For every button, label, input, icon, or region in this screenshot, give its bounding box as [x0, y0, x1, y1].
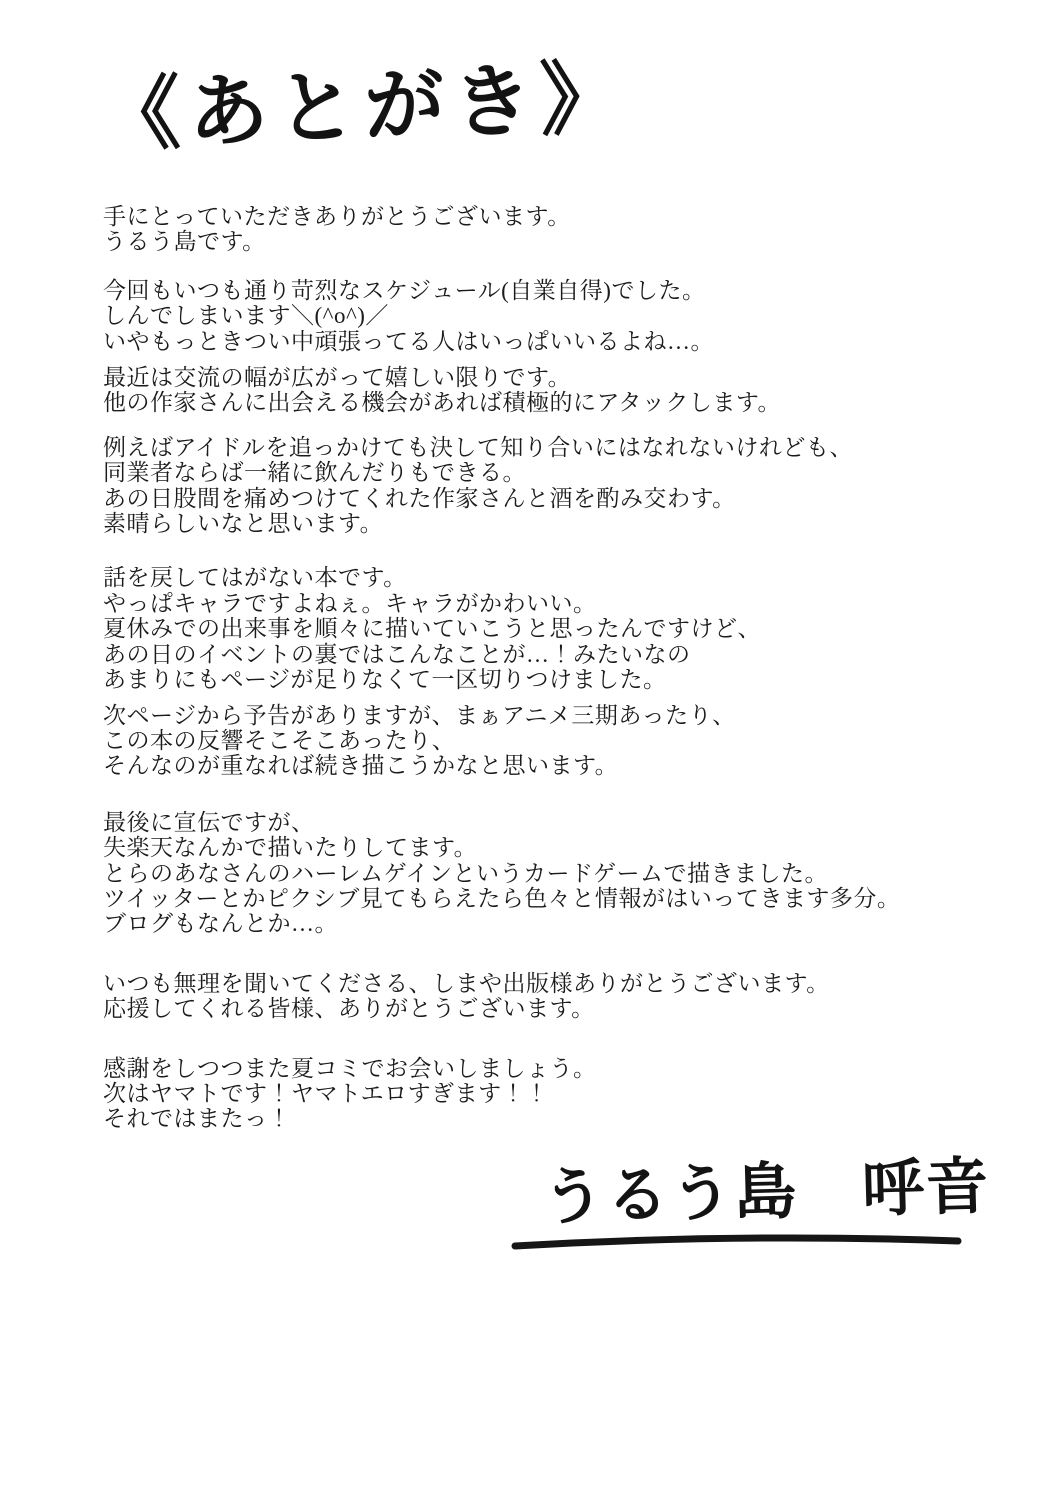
text-line: 失楽天なんかで描いたりしてます。: [103, 835, 478, 861]
text-line: 次はヤマトです！ヤマトエロすぎます！！: [103, 1080, 549, 1106]
paragraph-8: [103, 971, 1003, 1022]
text-line: 応援してくれる皆様、ありがとうございます。: [103, 996, 595, 1022]
text-line: 同業者ならば一緒に飲んだりもできる。: [103, 460, 526, 486]
text-line: 他の作家さんに出会える機会があれば積極的にアタックします。: [103, 390, 782, 416]
page-title: 《あとがき》: [98, 50, 630, 163]
signature-underline-stroke: [510, 1228, 966, 1254]
text-line: 夏休みでの出来事を順々に描いていこうと思ったんですけど、: [103, 616, 761, 642]
text-line: いやもっときつい中頑張ってる人はいっぱいいるよね…。: [103, 328, 714, 354]
text-line: 今回もいつも通り苛烈なスケジュール(自業自得)でした。: [103, 277, 706, 303]
text-line: あの日股間を痛めつけてくれた作家さんと酒を酌み交わす。: [103, 485, 736, 511]
paragraph-9: [103, 1056, 1003, 1132]
text-line: ブログもなんとか…。: [103, 911, 338, 937]
paragraph-2: [103, 278, 1003, 354]
paragraph-4: [103, 435, 1003, 537]
text-line: 感謝をしつつまた夏コミでお会いしましょう。: [103, 1055, 597, 1081]
text-line: 最後に宣伝ですが、: [103, 809, 315, 835]
text-line: そんなのが重なれば続き描こうかなと思います。: [103, 753, 619, 779]
text-line: 手にとっていただきありがとうございます。: [103, 204, 571, 229]
text-line: うるう島です。: [103, 229, 266, 255]
paragraph-6: [103, 703, 1003, 779]
paragraph-7: [103, 810, 1003, 937]
text-line: あの日のイベントの裏ではこんなことが…！みたいなの: [103, 641, 691, 667]
text-line: 素晴らしいなと思います。: [103, 511, 384, 537]
paragraph-3: [103, 365, 1003, 416]
text-line: この本の反響そこそこあったり、: [103, 727, 456, 753]
text-line: しんでしまいます＼(^o^)／: [103, 303, 389, 329]
text-line: とらのあなさんのハーレムゲインというカードゲームで描きました。: [103, 860, 829, 886]
text-line: 例えばアイドルを追っかけても決して知り合いにはなれないけれども、: [103, 434, 853, 460]
text-line: 次ページから予告がありますが、まぁアニメ三期あったり、: [103, 702, 736, 728]
author-signature: うるう島 呼音: [541, 1149, 992, 1234]
text-line: 最近は交流の幅が広がって嬉しい限りです。: [103, 365, 572, 391]
text-line: いつも無理を聞いてくださる、しまや出版様ありがとうございます。: [103, 970, 830, 996]
text-line: やっぱキャラですよねぇ。キャラがかわいい。: [103, 590, 597, 616]
text-line: 話を戻してはがない本です。: [103, 565, 407, 591]
afterword-body: [103, 204, 1003, 1132]
text-line: ツイッターとかピクシブ見てもらえたら色々と情報がはいってきます多分。: [103, 885, 901, 911]
text-line: それではまたっ！: [103, 1106, 291, 1132]
paragraph-1: [103, 204, 1003, 255]
text-line: あまりにもページが足りなくて一区切りつけました。: [103, 667, 667, 693]
paragraph-5: [103, 565, 1003, 692]
